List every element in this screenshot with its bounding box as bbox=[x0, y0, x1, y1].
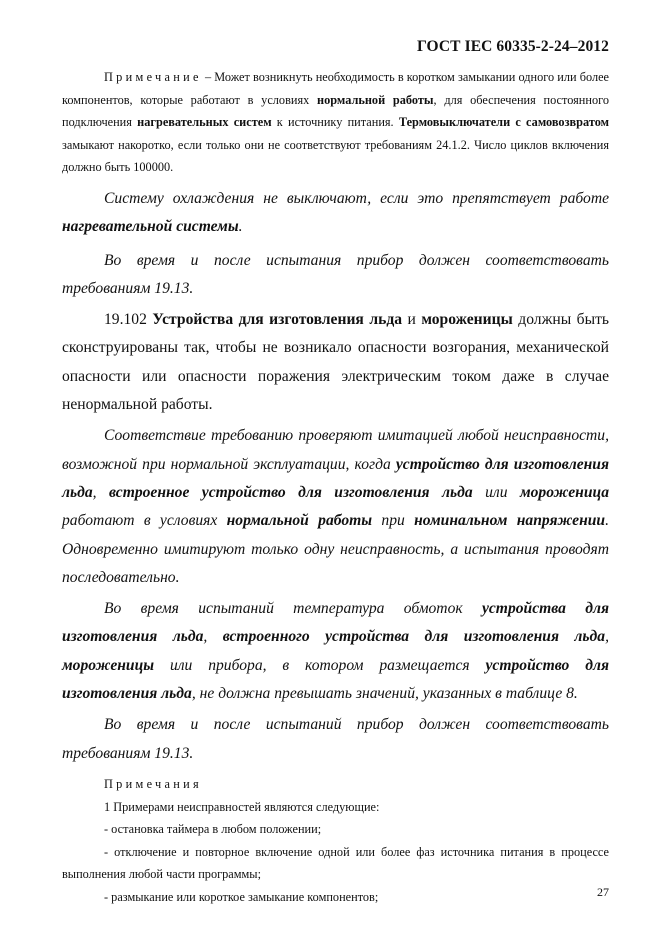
requirement-paragraph-1: Во время и после испытания прибор должен соответствовать требованиям 19.13. bbox=[62, 251, 609, 297]
clause-19-102: 19.102 Устройства для изготовления льда и мороженицы должны быть сконструированы так, чтобы не возникало опасности возгорания, механической опасности или опасности поражения электрическим током даже в случае ненормальной работы. bbox=[62, 311, 609, 414]
note-item: - отключение и повторное включение одной или более фаз источника питания в процессе выполнения любой части программы; bbox=[62, 844, 609, 882]
notes-label: Примечания bbox=[104, 776, 203, 791]
term-ice-makers: Устройства для изготовления льда bbox=[152, 311, 403, 329]
note-item: 1 Примерами неисправностей являются следующие: bbox=[104, 799, 380, 814]
term-normal-operation-2: нормальной работы bbox=[226, 512, 373, 530]
term-heating-system: нагревательной системы bbox=[62, 218, 239, 236]
note-paragraph: Примечание – Может возникнуть необходимость в коротком замыкании одного или более компонентов, которые работают в условиях нормальной работы, для обеспечения постоянного подключения нагревательных систем к источнику питания. Термовыключатели с самовозвратом замыкают накоротко, если только они не соответствуют требованиям 24.1.2. Число циклов включения должно быть 100000. bbox=[62, 70, 609, 175]
document-header: ГОСТ IEC 60335-2-24–2012 bbox=[416, 38, 609, 55]
cooling-paragraph: Систему охлаждения не выключают, если это препятствует работе нагревательной системы. bbox=[62, 189, 609, 236]
clause-number: 19.102 bbox=[104, 311, 153, 329]
term-ice-cream-maker-2: мороженицы bbox=[62, 656, 155, 674]
note-label: Примечание bbox=[104, 70, 202, 84]
term-ice-cream-makers: мороженицы bbox=[421, 311, 513, 329]
note-item: - остановка таймера в любом положении; bbox=[104, 822, 322, 837]
term-ice-cream-maker: мороженица bbox=[519, 483, 609, 501]
page-number: 27 bbox=[597, 885, 609, 899]
term-built-in-ice-maker-2: встроенного устройства для изготовления льда bbox=[222, 628, 606, 646]
term-ice-maker-2: устройства для изготовления льда bbox=[62, 600, 609, 646]
page-body bbox=[62, 66, 609, 908]
note-item: - размыкание или короткое замыкание компонентов; bbox=[104, 889, 379, 904]
term-built-in-ice-maker: встроенное устройство для изготовления льда bbox=[109, 483, 473, 501]
term-self-resetting-cutouts: Термовыключатели с самовозвратом bbox=[398, 115, 609, 130]
term-heating-systems: нагревательных систем bbox=[137, 115, 272, 130]
compliance-paragraph: Соответствие требованию проверяют имитацией любой неисправности, возможной при нормальной эксплуатации, когда устройство для изготовления льда, встроенное устройство для изготовления льда или мороженица работают в условиях нормальной работы при номинальном напряжении. Одновременно имитируют только одну неисправность, а испытания проводят последовательно. bbox=[62, 427, 609, 586]
term-ice-maker: устройство для изготовления льда bbox=[62, 455, 609, 501]
term-normal-operation: нормальной работы bbox=[317, 92, 434, 107]
term-rated-voltage: номинальном напряжении bbox=[414, 512, 606, 530]
requirement-paragraph-2: Во время и после испытаний прибор должен соответствовать требованиям 19.13. bbox=[62, 716, 609, 762]
temperature-paragraph: Во время испытаний температура обмоток устройства для изготовления льда, встроенного устройства для изготовления льда, мороженицы или прибора, в котором размещается устройство для изготовления льда, не должна превышать значений, указанных в таблице 8. bbox=[62, 600, 609, 703]
term-ice-maker-3: устройство для изготовления льда bbox=[62, 656, 609, 703]
